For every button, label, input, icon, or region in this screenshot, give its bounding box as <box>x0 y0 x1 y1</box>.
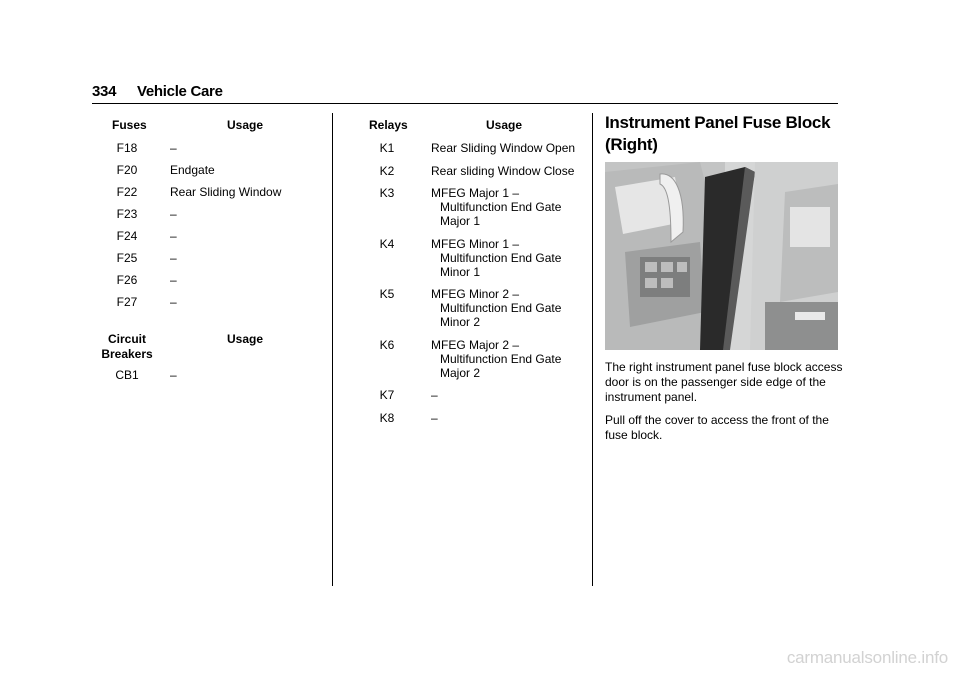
fuses-code: F24 <box>116 229 138 243</box>
relays-code: K5 <box>379 287 395 301</box>
relays-usage-line: MFEG Major 1 – <box>431 186 520 200</box>
relays-usage-line: Minor 2 <box>440 315 481 329</box>
relays-code: K2 <box>379 163 395 178</box>
section-heading <box>605 112 830 156</box>
fuses-code: F27 <box>116 295 138 309</box>
page-number: 334 <box>92 83 117 100</box>
fuses-usage <box>170 141 177 155</box>
relays-usage-line: MFEG Minor 2 – <box>431 287 520 301</box>
relays-usage-line: – <box>431 410 438 425</box>
relays-usage-line: Rear Sliding Window Open <box>431 141 576 155</box>
relays-usage-line: Multifunction End Gate <box>440 351 562 366</box>
watermark-text: carmanualsonline.info <box>786 648 948 667</box>
relays-usage-line: Rear sliding Window Close <box>431 163 575 178</box>
relays-usage <box>431 186 561 228</box>
fuses-code: F22 <box>116 185 138 199</box>
relays-code: K1 <box>379 141 395 155</box>
fuses-usage-line: – <box>170 229 177 243</box>
relays-usage <box>431 287 561 329</box>
fuses-usage-line: – <box>170 207 177 221</box>
fuses-code: F26 <box>116 273 138 287</box>
para2-line2: fuse block. <box>605 428 663 442</box>
relays-code: K4 <box>379 236 395 251</box>
fuses-code: F25 <box>116 251 138 265</box>
relays-table <box>345 118 590 438</box>
fuses-usage <box>170 163 215 177</box>
watermark <box>0 648 960 668</box>
fuses-usage-line: – <box>170 141 177 155</box>
fuses-table <box>92 118 327 308</box>
fuses-code: F18 <box>116 141 138 155</box>
section-heading-line2: (Right) <box>605 135 658 154</box>
fuses-usage-line: Endgate <box>170 163 215 177</box>
fuses-usage-line: Rear Sliding Window <box>170 185 282 199</box>
breakers-header-code-line1: Circuit <box>107 332 146 346</box>
relays-usage-line: Major 1 <box>440 214 481 228</box>
fuses-code: F20 <box>116 163 138 177</box>
paragraph-access-door <box>605 360 841 405</box>
fuses-header-usage: Usage <box>227 118 264 132</box>
relays-usage <box>431 411 438 425</box>
header-rule <box>92 103 838 104</box>
fuses-usage <box>170 229 177 243</box>
fuses-usage <box>170 207 177 221</box>
relays-code: K6 <box>379 337 395 352</box>
relays-code: K3 <box>379 186 395 200</box>
relays-header-code: Relays <box>369 118 408 132</box>
relays-usage-line: – <box>431 388 438 402</box>
breakers-header-usage: Usage <box>227 332 264 346</box>
breakers-usage-line: – <box>170 368 177 382</box>
relays-usage <box>431 164 574 178</box>
column-divider-right <box>592 113 593 586</box>
relays-usage-line: Multifunction End Gate <box>440 250 562 265</box>
para2-line1: Pull off the cover to access the front of the <box>605 413 829 427</box>
relays-usage-line: MFEG Major 2 – <box>431 337 520 352</box>
para1-line2: door is on the passenger side edge of the <box>605 375 826 389</box>
relays-usage <box>431 141 575 155</box>
fuse-block-illustration <box>605 162 838 350</box>
relays-code: K7 <box>379 388 395 402</box>
para1-line1: The right instrument panel fuse block access <box>605 360 843 374</box>
fuses-usage-line: – <box>170 251 177 265</box>
para1-line3: instrument panel. <box>605 390 698 404</box>
column-divider-left <box>332 113 333 586</box>
section-title: Vehicle Care <box>137 83 223 100</box>
fuses-usage <box>170 251 177 265</box>
relays-usage-line: Minor 1 <box>440 264 481 279</box>
relays-code: K8 <box>379 410 395 425</box>
breakers-usage <box>170 368 177 382</box>
fuses-header-code: Fuses <box>112 118 147 132</box>
relays-usage-line: Multifunction End Gate <box>440 301 562 315</box>
relays-usage-line: Major 2 <box>440 365 481 380</box>
paragraph-pull-cover <box>605 413 841 443</box>
breakers-table <box>92 332 327 392</box>
fuses-usage <box>170 295 177 309</box>
fuses-usage-line: – <box>170 295 177 309</box>
relays-usage-line: MFEG Minor 1 – <box>431 236 520 251</box>
relays-usage-line: Multifunction End Gate <box>440 200 562 214</box>
fuses-usage <box>170 273 177 287</box>
relays-header-usage: Usage <box>486 118 523 132</box>
breakers-header-code-line2: Breakers <box>101 347 153 361</box>
relays-usage <box>431 388 438 402</box>
page-header <box>92 83 838 103</box>
fuses-code: F23 <box>116 207 138 221</box>
fuse-block-photo <box>605 162 838 350</box>
breakers-code: CB1 <box>115 368 139 382</box>
relays-usage <box>431 338 561 380</box>
fuses-usage <box>170 185 281 199</box>
fuses-usage-line: – <box>170 273 177 287</box>
section-heading-line1: Instrument Panel Fuse Block <box>605 113 831 132</box>
relays-usage <box>431 237 561 279</box>
